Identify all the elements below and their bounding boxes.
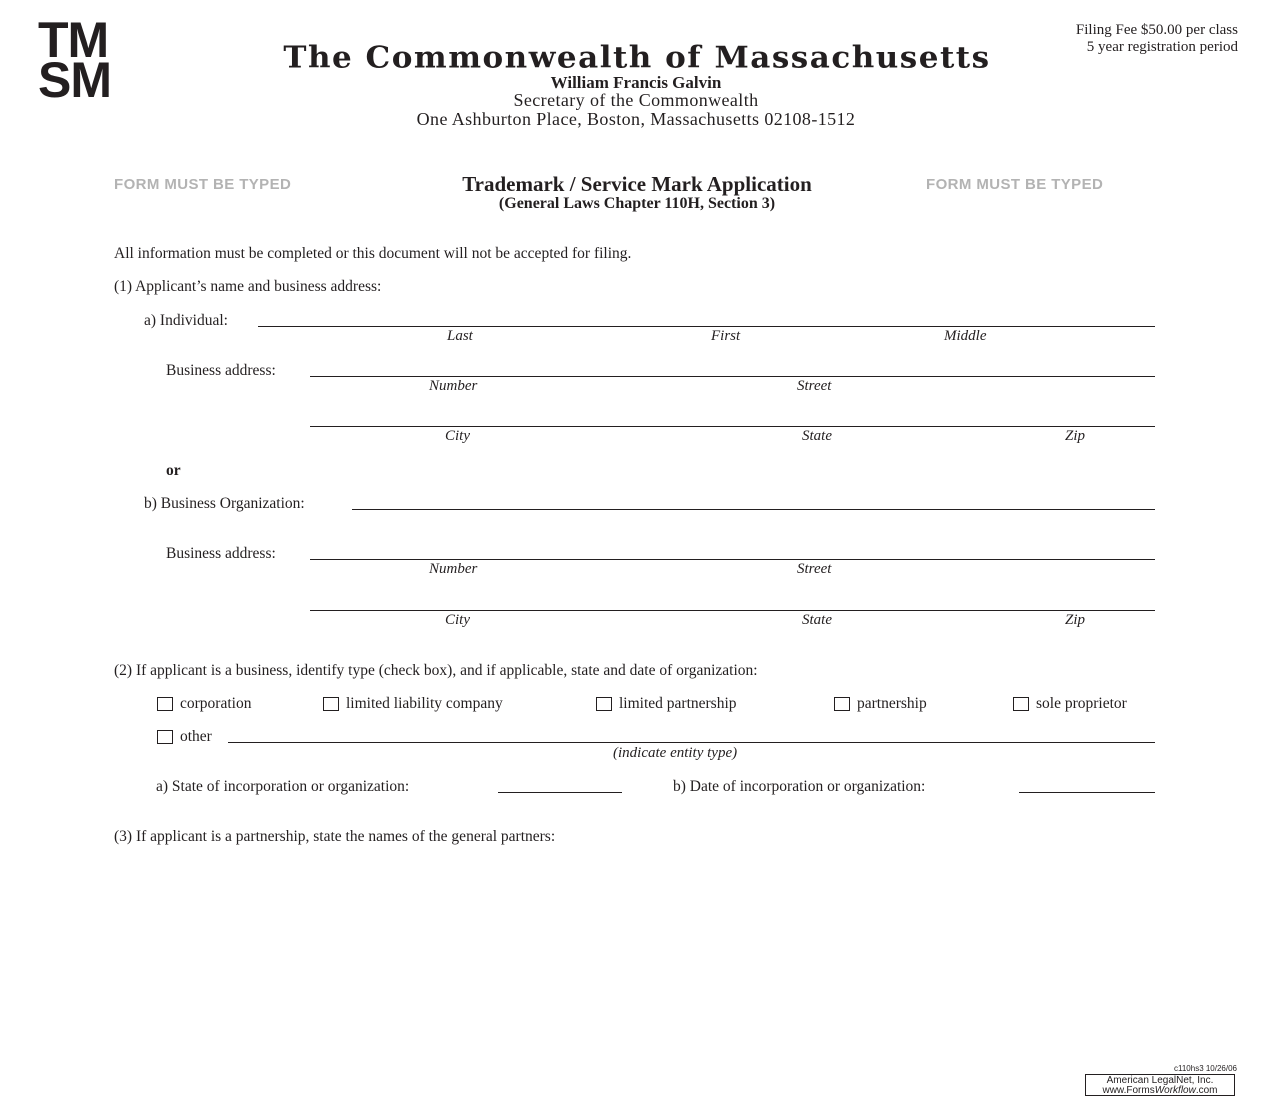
limited-partnership-checkbox[interactable] xyxy=(596,697,612,711)
sublabel-middle: Middle xyxy=(944,328,987,344)
sublabel-zip: Zip xyxy=(1065,428,1086,444)
state-of-incorporation-label: a) State of incorporation or organization: xyxy=(156,778,410,795)
other-checkbox[interactable] xyxy=(157,730,173,744)
partnership-label: partnership xyxy=(857,695,927,712)
filing-fee-note xyxy=(1076,22,1238,56)
corporation-checkbox[interactable] xyxy=(157,697,173,711)
entity-type-hint: (indicate entity type) xyxy=(613,745,738,761)
form-title: Trademark / Service Mark Application xyxy=(462,172,812,196)
individual-address-label: Business address: xyxy=(166,362,276,379)
corporation-label: corporation xyxy=(180,695,252,712)
logo-sm: SM xyxy=(38,52,111,108)
sublabel-state: State xyxy=(802,612,832,628)
organization-label: b) Business Organization: xyxy=(144,495,305,512)
sole-proprietor-checkbox[interactable] xyxy=(1013,697,1029,711)
state-of-incorporation-field[interactable] xyxy=(498,792,622,793)
individual-label: a) Individual: xyxy=(144,312,228,329)
form-subtitle: (General Laws Chapter 110H, Section 3) xyxy=(498,195,776,212)
sublabel-city: City xyxy=(445,612,470,628)
office-title: Secretary of the Commonwealth xyxy=(513,90,759,110)
other-label: other xyxy=(180,728,212,745)
section2-heading: (2) If applicant is a business, identify type (check box), and if applicable, state and date of organization: xyxy=(114,662,758,679)
form-code: c110hs3 10/26/06 xyxy=(1173,1064,1237,1073)
registration-period-line: 5 year registration period xyxy=(1086,39,1238,55)
fee-line: Filing Fee $50.00 per class xyxy=(1075,22,1238,38)
organization-address-label: Business address: xyxy=(166,545,276,562)
individual-address-street-field[interactable] xyxy=(310,376,1155,377)
organization-address-city-field[interactable] xyxy=(310,610,1155,611)
publisher-box xyxy=(1085,1074,1235,1096)
tm-sm-logo xyxy=(38,12,111,108)
partnership-checkbox[interactable] xyxy=(834,697,850,711)
section1-heading: (1) Applicant’s name and business address: xyxy=(114,278,382,295)
intro-text: All information must be completed or this document will not be accepted for filing. xyxy=(114,245,632,262)
publisher-name: American LegalNet, Inc. xyxy=(1106,1075,1214,1086)
sole-proprietor-label: sole proprietor xyxy=(1036,695,1127,712)
sublabel-first: First xyxy=(711,328,741,344)
website-prefix: www.Forms xyxy=(1102,1085,1155,1096)
llc-checkbox[interactable] xyxy=(323,697,339,711)
limited-partnership-label: limited partnership xyxy=(619,695,737,712)
other-entity-type-field[interactable] xyxy=(228,742,1155,743)
or-label: or xyxy=(166,462,181,479)
organization-address-street-field[interactable] xyxy=(310,559,1155,560)
sublabel-number: Number xyxy=(429,378,478,394)
sublabel-city: City xyxy=(445,428,470,444)
section3-heading: (3) If applicant is a partnership, state the names of the general partners: xyxy=(114,828,556,845)
logo-tm: TM xyxy=(38,12,109,68)
masthead: The Commonwealth of Massachusetts xyxy=(283,40,991,76)
llc-label: limited liability company xyxy=(346,695,503,712)
individual-address-city-field[interactable] xyxy=(310,426,1155,427)
office-address: One Ashburton Place, Boston, Massachusetts 02108-1512 xyxy=(416,109,856,129)
website-italic: Workflow xyxy=(1154,1085,1196,1096)
publisher-website[interactable] xyxy=(1086,1086,1234,1096)
sublabel-number: Number xyxy=(429,561,478,577)
sublabel-last: Last xyxy=(447,328,473,344)
organization-name-field[interactable] xyxy=(352,509,1155,510)
sublabel-state: State xyxy=(802,428,832,444)
official-name: William Francis Galvin xyxy=(550,73,722,92)
sublabel-zip: Zip xyxy=(1065,612,1086,628)
typed-notice-right: FORM MUST BE TYPED xyxy=(926,176,1104,193)
individual-name-field[interactable] xyxy=(258,326,1155,327)
typed-notice-left: FORM MUST BE TYPED xyxy=(114,176,292,193)
date-of-incorporation-field[interactable] xyxy=(1019,792,1155,793)
date-of-incorporation-label: b) Date of incorporation or organization: xyxy=(673,778,926,795)
website-suffix: .com xyxy=(1195,1085,1218,1096)
sublabel-street: Street xyxy=(797,561,832,577)
sublabel-street: Street xyxy=(797,378,832,394)
